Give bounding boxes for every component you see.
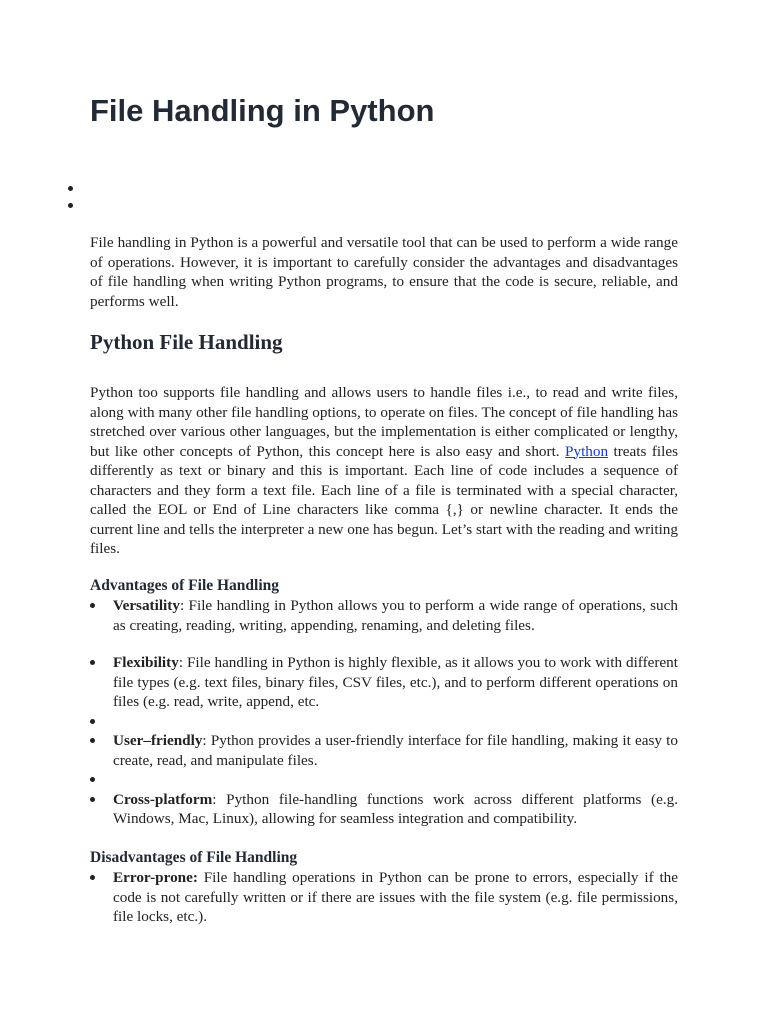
item-term: Versatility bbox=[113, 597, 180, 614]
body-text-end: treats files differently as text or binary and this is important. Each line of code includes a sequence of characters and they form a text file. Each line of a file is terminated with a special character, called the EOL or End of Line characters like comma {,} or newline character. It ends the current line and tells the interpreter a new one has begun. Let’s start with the reading and writing files. bbox=[90, 442, 678, 557]
list-item bbox=[90, 868, 678, 927]
body-paragraph bbox=[90, 383, 678, 559]
bullet-icon bbox=[90, 660, 95, 665]
bullet-icon bbox=[90, 719, 95, 724]
list-item bbox=[90, 790, 678, 829]
item-text: : Python file-handling functions work across different platforms (e.g. Windows, Mac, Linux), allowing for seamless integration and compatibility. bbox=[113, 790, 678, 827]
item-text: : Python provides a user-friendly interface for file handling, making it easy to create, read, and manipulate files. bbox=[113, 732, 678, 769]
empty-bullet-item bbox=[68, 180, 73, 197]
item-term: Cross-platform bbox=[113, 790, 213, 808]
disadvantages-list bbox=[90, 868, 678, 927]
item-term: Error-prone: bbox=[113, 869, 198, 886]
bullet-icon bbox=[68, 203, 73, 208]
item-text: : File handling in Python allows you to perform a wide range of operations, such as creating, reading, writing, appending, renaming, and deleting files. bbox=[113, 597, 678, 634]
list-item bbox=[90, 731, 678, 770]
bullet-icon bbox=[90, 603, 95, 608]
disadvantages-heading: Disadvantages of File Handling bbox=[90, 849, 298, 866]
bullet-icon bbox=[90, 875, 95, 880]
python-link[interactable]: Python bbox=[565, 442, 609, 460]
list-item bbox=[90, 653, 678, 712]
bullet-icon bbox=[90, 777, 95, 782]
intro-paragraph: File handling in Python is a powerful and versatile tool that can be used to perform a wide range of operations. However, it is important to carefully consider the advantages and disadvantages of file handling when writing Python programs, to ensure that the code is secure, reliable, and performs well. bbox=[90, 234, 678, 310]
bullet-icon bbox=[68, 186, 73, 191]
advantages-list bbox=[90, 596, 678, 829]
empty-bullet-list bbox=[68, 180, 73, 214]
body-text-start: Python too supports file handling and allows users to handle files i.e., to read and write files, along with many other file handling options, to operate on files. The concept of file handling has stretched over various other languages, but the implementation is either complicated or lengthy, but like other concepts of Python, this concept here is also easy and short. bbox=[90, 384, 678, 460]
empty-list-item bbox=[90, 712, 678, 732]
advantages-heading: Advantages of File Handling bbox=[90, 577, 280, 594]
item-text: : File handling in Python is highly flexible, as it allows you to work with different file types (e.g. text files, binary files, CSV files, etc.), and to perform different operations on files (e.g. read, write, append, etc. bbox=[113, 654, 678, 710]
page-title: File Handling in Python bbox=[90, 93, 435, 128]
list-item bbox=[90, 596, 678, 635]
item-text: File handling operations in Python can be prone to errors, especially if the code is not carefully written or if there are issues with the file system (e.g. file permissions, file locks, etc.). bbox=[113, 869, 678, 925]
empty-list-item bbox=[90, 770, 678, 790]
empty-bullet-item bbox=[68, 197, 73, 214]
bullet-icon bbox=[90, 797, 95, 802]
item-term: User–friendly bbox=[113, 732, 203, 749]
bullet-icon bbox=[90, 738, 95, 743]
item-term: Flexibility bbox=[113, 654, 179, 671]
section-heading: Python File Handling bbox=[90, 330, 283, 354]
